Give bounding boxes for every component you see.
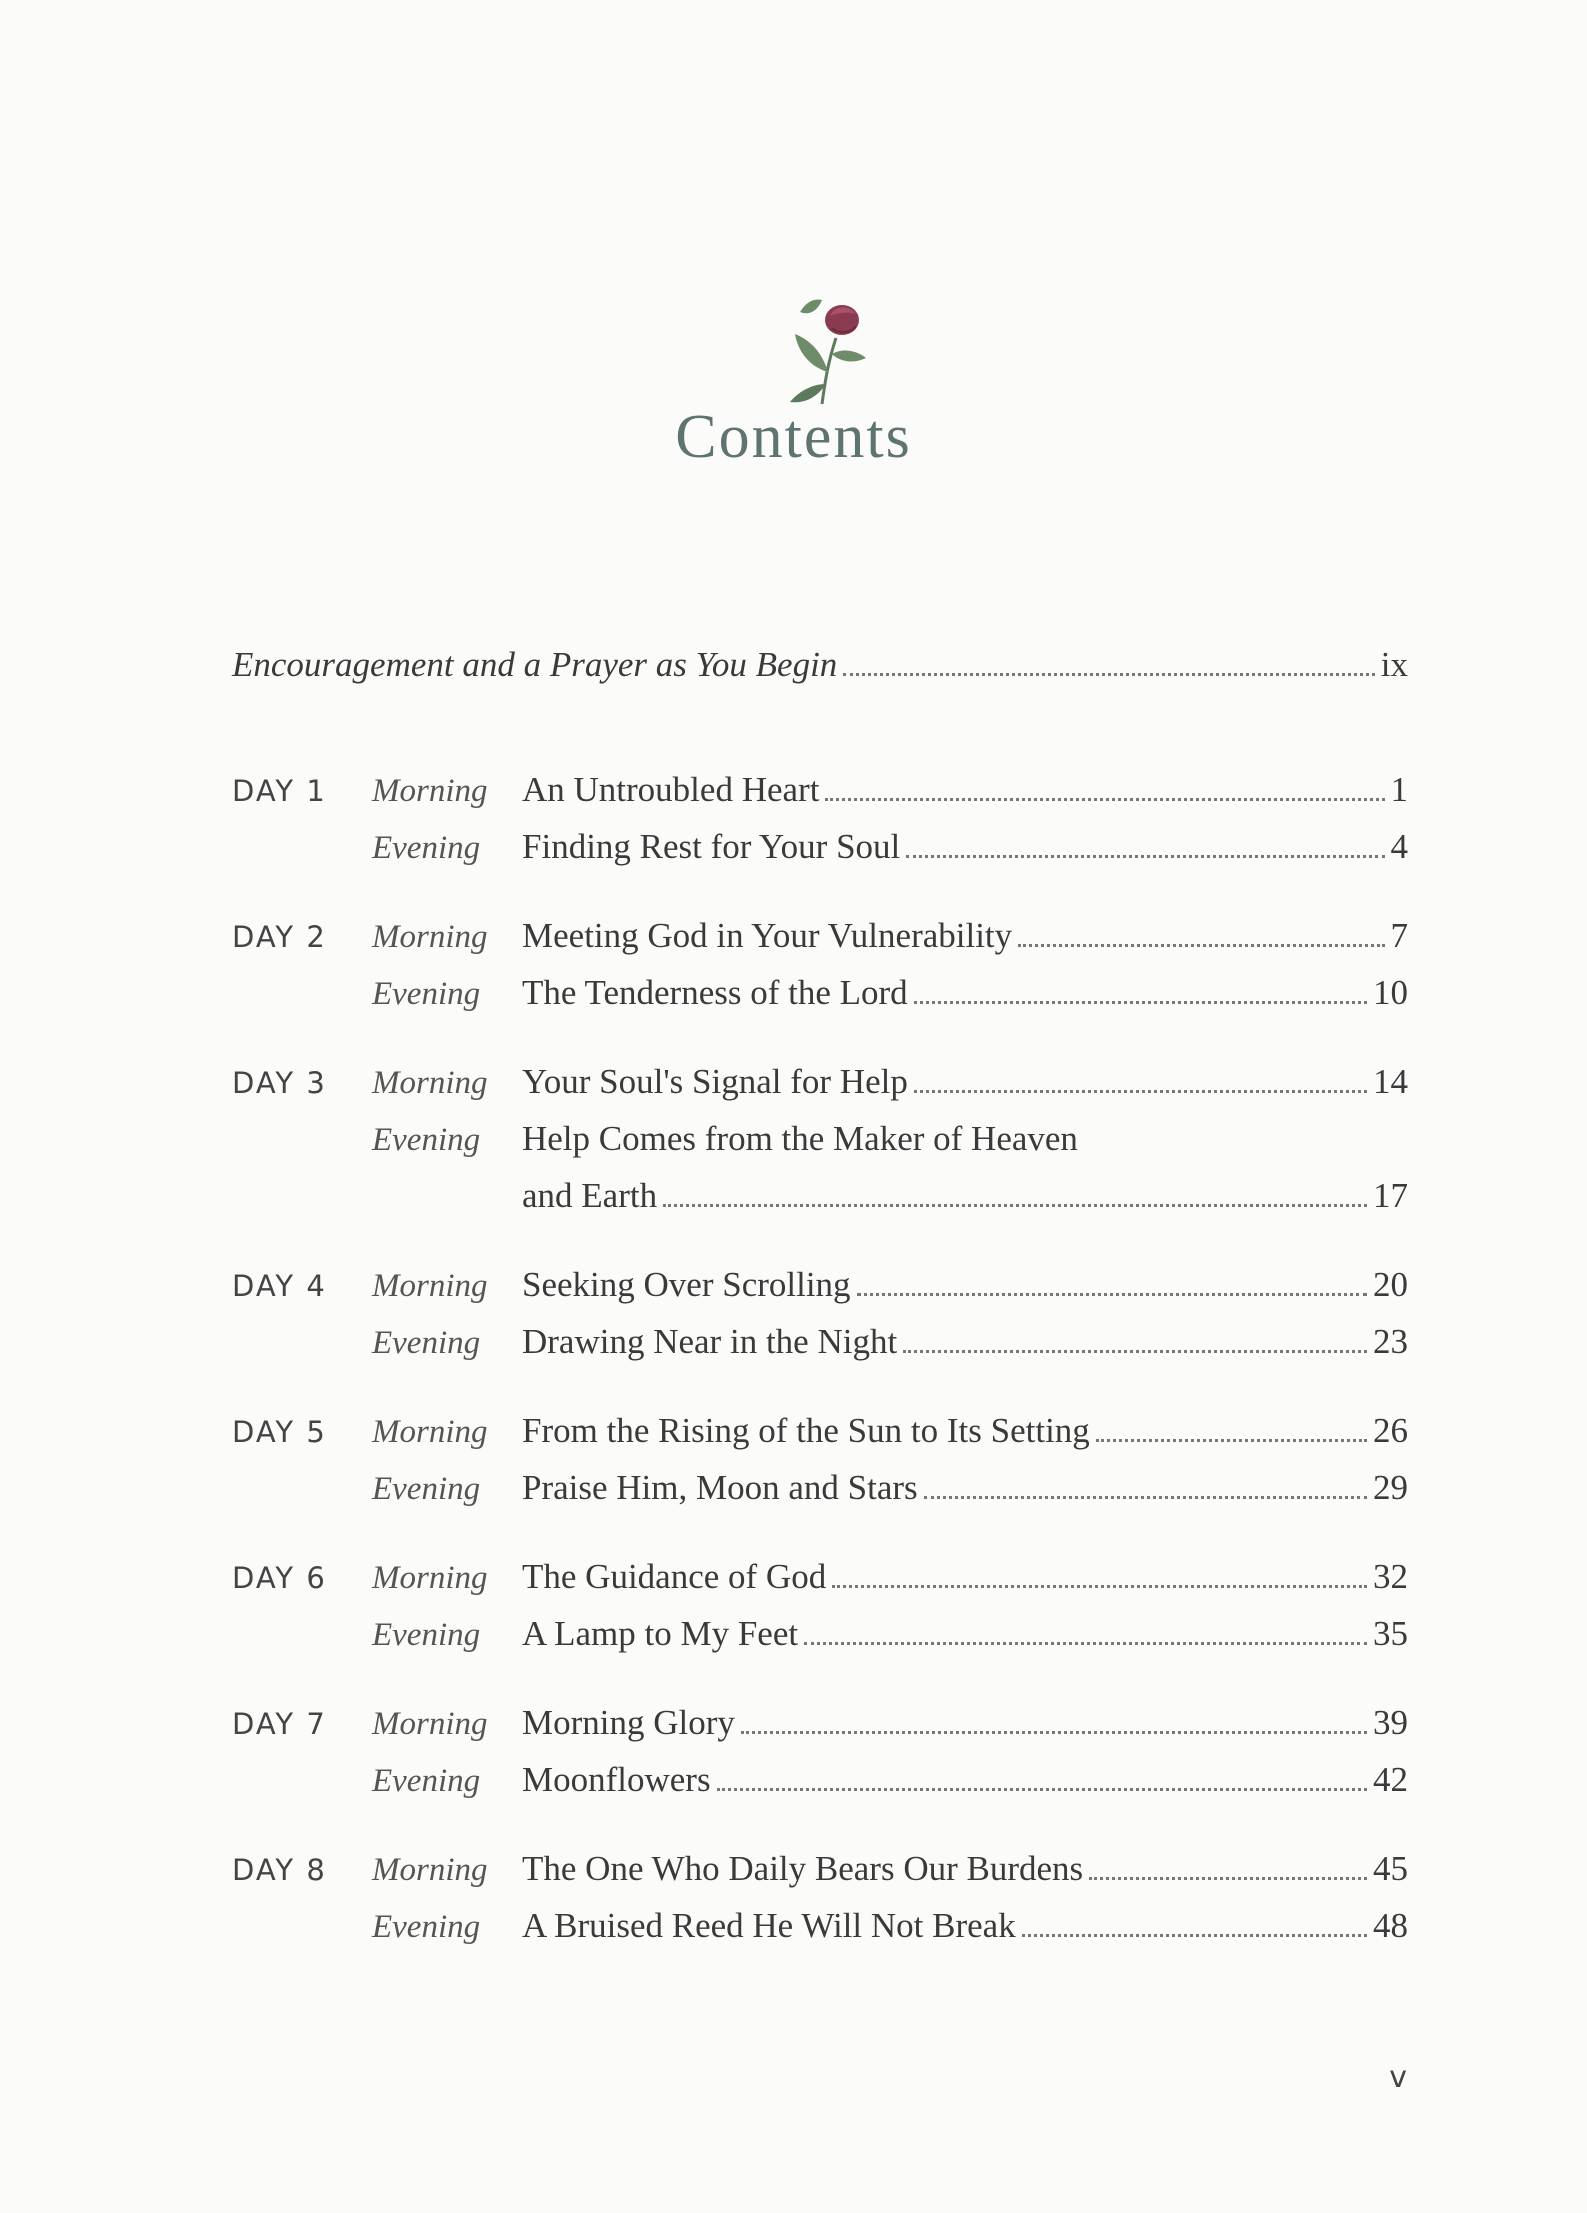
page-number: 26 — [1373, 1411, 1408, 1450]
time-of-day-label: Morning — [372, 1414, 488, 1450]
intro-entry[interactable] — [232, 645, 1408, 685]
entry-title-wrap — [522, 1322, 1408, 1362]
page-title: Contents — [675, 403, 912, 471]
entry-title: Praise Him, Moon and Stars — [522, 1468, 918, 1507]
entry-title-continued: and Earth — [522, 1176, 658, 1215]
entry-title: A Bruised Reed He Will Not Break — [522, 1906, 1016, 1945]
page-number: 1 — [1390, 770, 1408, 809]
toc-entry-morning[interactable] — [232, 1265, 1408, 1322]
toc-day-group — [232, 1557, 1408, 1671]
entry-title: A Lamp to My Feet — [522, 1614, 799, 1653]
time-of-day-label: Morning — [372, 919, 488, 955]
day-label: DAY 6 — [232, 1561, 327, 1595]
toc-entry-evening[interactable] — [232, 1322, 1408, 1379]
entry-title-wrap — [522, 1062, 1408, 1102]
page-number: 7 — [1390, 916, 1408, 955]
time-of-day-label: Morning — [372, 1065, 488, 1101]
entry-title: Meeting God in Your Vulnerability — [522, 916, 1013, 955]
page-number: 42 — [1373, 1760, 1408, 1799]
toc-entry-morning[interactable] — [232, 1411, 1408, 1468]
time-of-day-label: Evening — [372, 1325, 481, 1361]
leader-dots — [1089, 1876, 1367, 1880]
toc-entry-morning[interactable] — [232, 916, 1408, 973]
day-label: DAY 1 — [232, 774, 327, 808]
leader-dots — [663, 1203, 1367, 1207]
toc-entry-morning[interactable] — [232, 1849, 1408, 1906]
toc-day-group — [232, 1411, 1408, 1525]
toc-entry-evening[interactable] — [232, 1760, 1408, 1817]
toc-entry-evening[interactable] — [232, 1906, 1408, 1963]
entry-title: Moonflowers — [522, 1760, 711, 1799]
entry-title-wrap — [522, 1176, 1408, 1216]
entry-title-wrap — [522, 1265, 1408, 1305]
time-of-day-label: Evening — [372, 1122, 481, 1158]
leader-dots — [843, 672, 1374, 676]
entry-title: The One Who Daily Bears Our Burdens — [522, 1849, 1084, 1888]
toc-entry-continuation[interactable] — [232, 1176, 1408, 1233]
entry-title-wrap — [522, 1760, 1408, 1800]
entry-title: From the Rising of the Sun to Its Setting — [522, 1411, 1090, 1450]
toc-entry-morning[interactable] — [232, 1703, 1408, 1760]
toc-day-group — [232, 1703, 1408, 1817]
leader-dots — [1022, 1933, 1367, 1937]
entry-title-wrap — [522, 770, 1408, 810]
page-number: 14 — [1373, 1062, 1408, 1101]
leader-dots — [914, 1089, 1367, 1093]
day-label: DAY 4 — [232, 1269, 327, 1303]
page-number: 4 — [1390, 827, 1408, 866]
leader-dots — [832, 1584, 1367, 1588]
time-of-day-label: Evening — [372, 1763, 481, 1799]
intro-label: Encouragement and a Prayer as You Begin — [232, 645, 838, 684]
toc-entry-evening[interactable] — [232, 1119, 1408, 1176]
toc-entry-morning[interactable] — [232, 770, 1408, 827]
toc-day-group — [232, 1265, 1408, 1379]
entry-title: Help Comes from the Maker of Heaven — [522, 1119, 1078, 1158]
entry-title: The Guidance of God — [522, 1557, 827, 1596]
entry-title: Morning Glory — [522, 1703, 735, 1742]
page-number: 20 — [1373, 1265, 1408, 1304]
time-of-day-label: Evening — [372, 1617, 481, 1653]
page-number: 48 — [1373, 1906, 1408, 1945]
entry-title: Drawing Near in the Night — [522, 1322, 898, 1361]
time-of-day-label: Evening — [372, 1471, 481, 1507]
page-number: 35 — [1373, 1614, 1408, 1653]
entry-title-wrap — [522, 1906, 1408, 1946]
entry-title-wrap — [522, 1119, 1408, 1159]
entry-title-wrap — [522, 1411, 1408, 1451]
entry-title-wrap — [522, 1849, 1408, 1889]
leader-dots — [1096, 1438, 1367, 1442]
time-of-day-label: Morning — [372, 1560, 488, 1596]
entry-title: An Untroubled Heart — [522, 770, 820, 809]
toc-entry-evening[interactable] — [232, 1614, 1408, 1671]
leader-dots — [717, 1787, 1367, 1791]
entry-title-wrap — [522, 1557, 1408, 1597]
rose-flower-icon — [770, 272, 880, 412]
entry-title-wrap — [522, 827, 1408, 867]
leader-dots — [857, 1292, 1367, 1296]
page-number: 39 — [1373, 1703, 1408, 1742]
day-label: DAY 7 — [232, 1707, 327, 1741]
toc-day-group — [232, 1062, 1408, 1233]
time-of-day-label: Evening — [372, 1909, 481, 1945]
leader-dots — [906, 854, 1384, 858]
time-of-day-label: Morning — [372, 1852, 488, 1888]
page-number: 45 — [1373, 1849, 1408, 1888]
toc-entry-morning[interactable] — [232, 1062, 1408, 1119]
day-label: DAY 3 — [232, 1066, 327, 1100]
time-of-day-label: Evening — [372, 976, 481, 1012]
page-number: 32 — [1373, 1557, 1408, 1596]
entry-title: Your Soul's Signal for Help — [522, 1062, 908, 1101]
page-number: 10 — [1373, 973, 1408, 1012]
entry-title-wrap — [522, 973, 1408, 1013]
page-number: 23 — [1373, 1322, 1408, 1361]
time-of-day-label: Evening — [372, 830, 481, 866]
toc-entry-evening[interactable] — [232, 1468, 1408, 1525]
time-of-day-label: Morning — [372, 773, 488, 809]
toc-day-group — [232, 1849, 1408, 1963]
folio-page-number: v — [1389, 2060, 1407, 2095]
page-number: 17 — [1373, 1176, 1408, 1215]
entry-title: The Tenderness of the Lord — [522, 973, 908, 1012]
leader-dots — [825, 797, 1384, 801]
day-label: DAY 5 — [232, 1415, 327, 1449]
time-of-day-label: Morning — [372, 1706, 488, 1742]
toc-day-group — [232, 770, 1408, 884]
page-number: 29 — [1373, 1468, 1408, 1507]
toc-entry-evening[interactable] — [232, 827, 1408, 884]
entry-title-wrap — [522, 916, 1408, 956]
toc-day-group — [232, 916, 1408, 1030]
entry-title-wrap — [522, 1703, 1408, 1743]
day-label: DAY 8 — [232, 1853, 327, 1887]
day-label: DAY 2 — [232, 920, 327, 954]
entry-title: Seeking Over Scrolling — [522, 1265, 851, 1304]
toc-entry-morning[interactable] — [232, 1557, 1408, 1614]
entry-title-wrap — [522, 1614, 1408, 1654]
leader-dots — [804, 1641, 1367, 1645]
toc-list — [232, 770, 1408, 1995]
leader-dots — [903, 1349, 1367, 1353]
leader-dots — [924, 1495, 1367, 1499]
leader-dots — [741, 1730, 1367, 1734]
entry-title: Finding Rest for Your Soul — [522, 827, 901, 866]
entry-title-wrap — [522, 1468, 1408, 1508]
time-of-day-label: Morning — [372, 1268, 488, 1304]
toc-entry-evening[interactable] — [232, 973, 1408, 1030]
page-number: ix — [1380, 645, 1408, 684]
leader-dots — [1018, 943, 1384, 947]
leader-dots — [914, 1000, 1367, 1004]
